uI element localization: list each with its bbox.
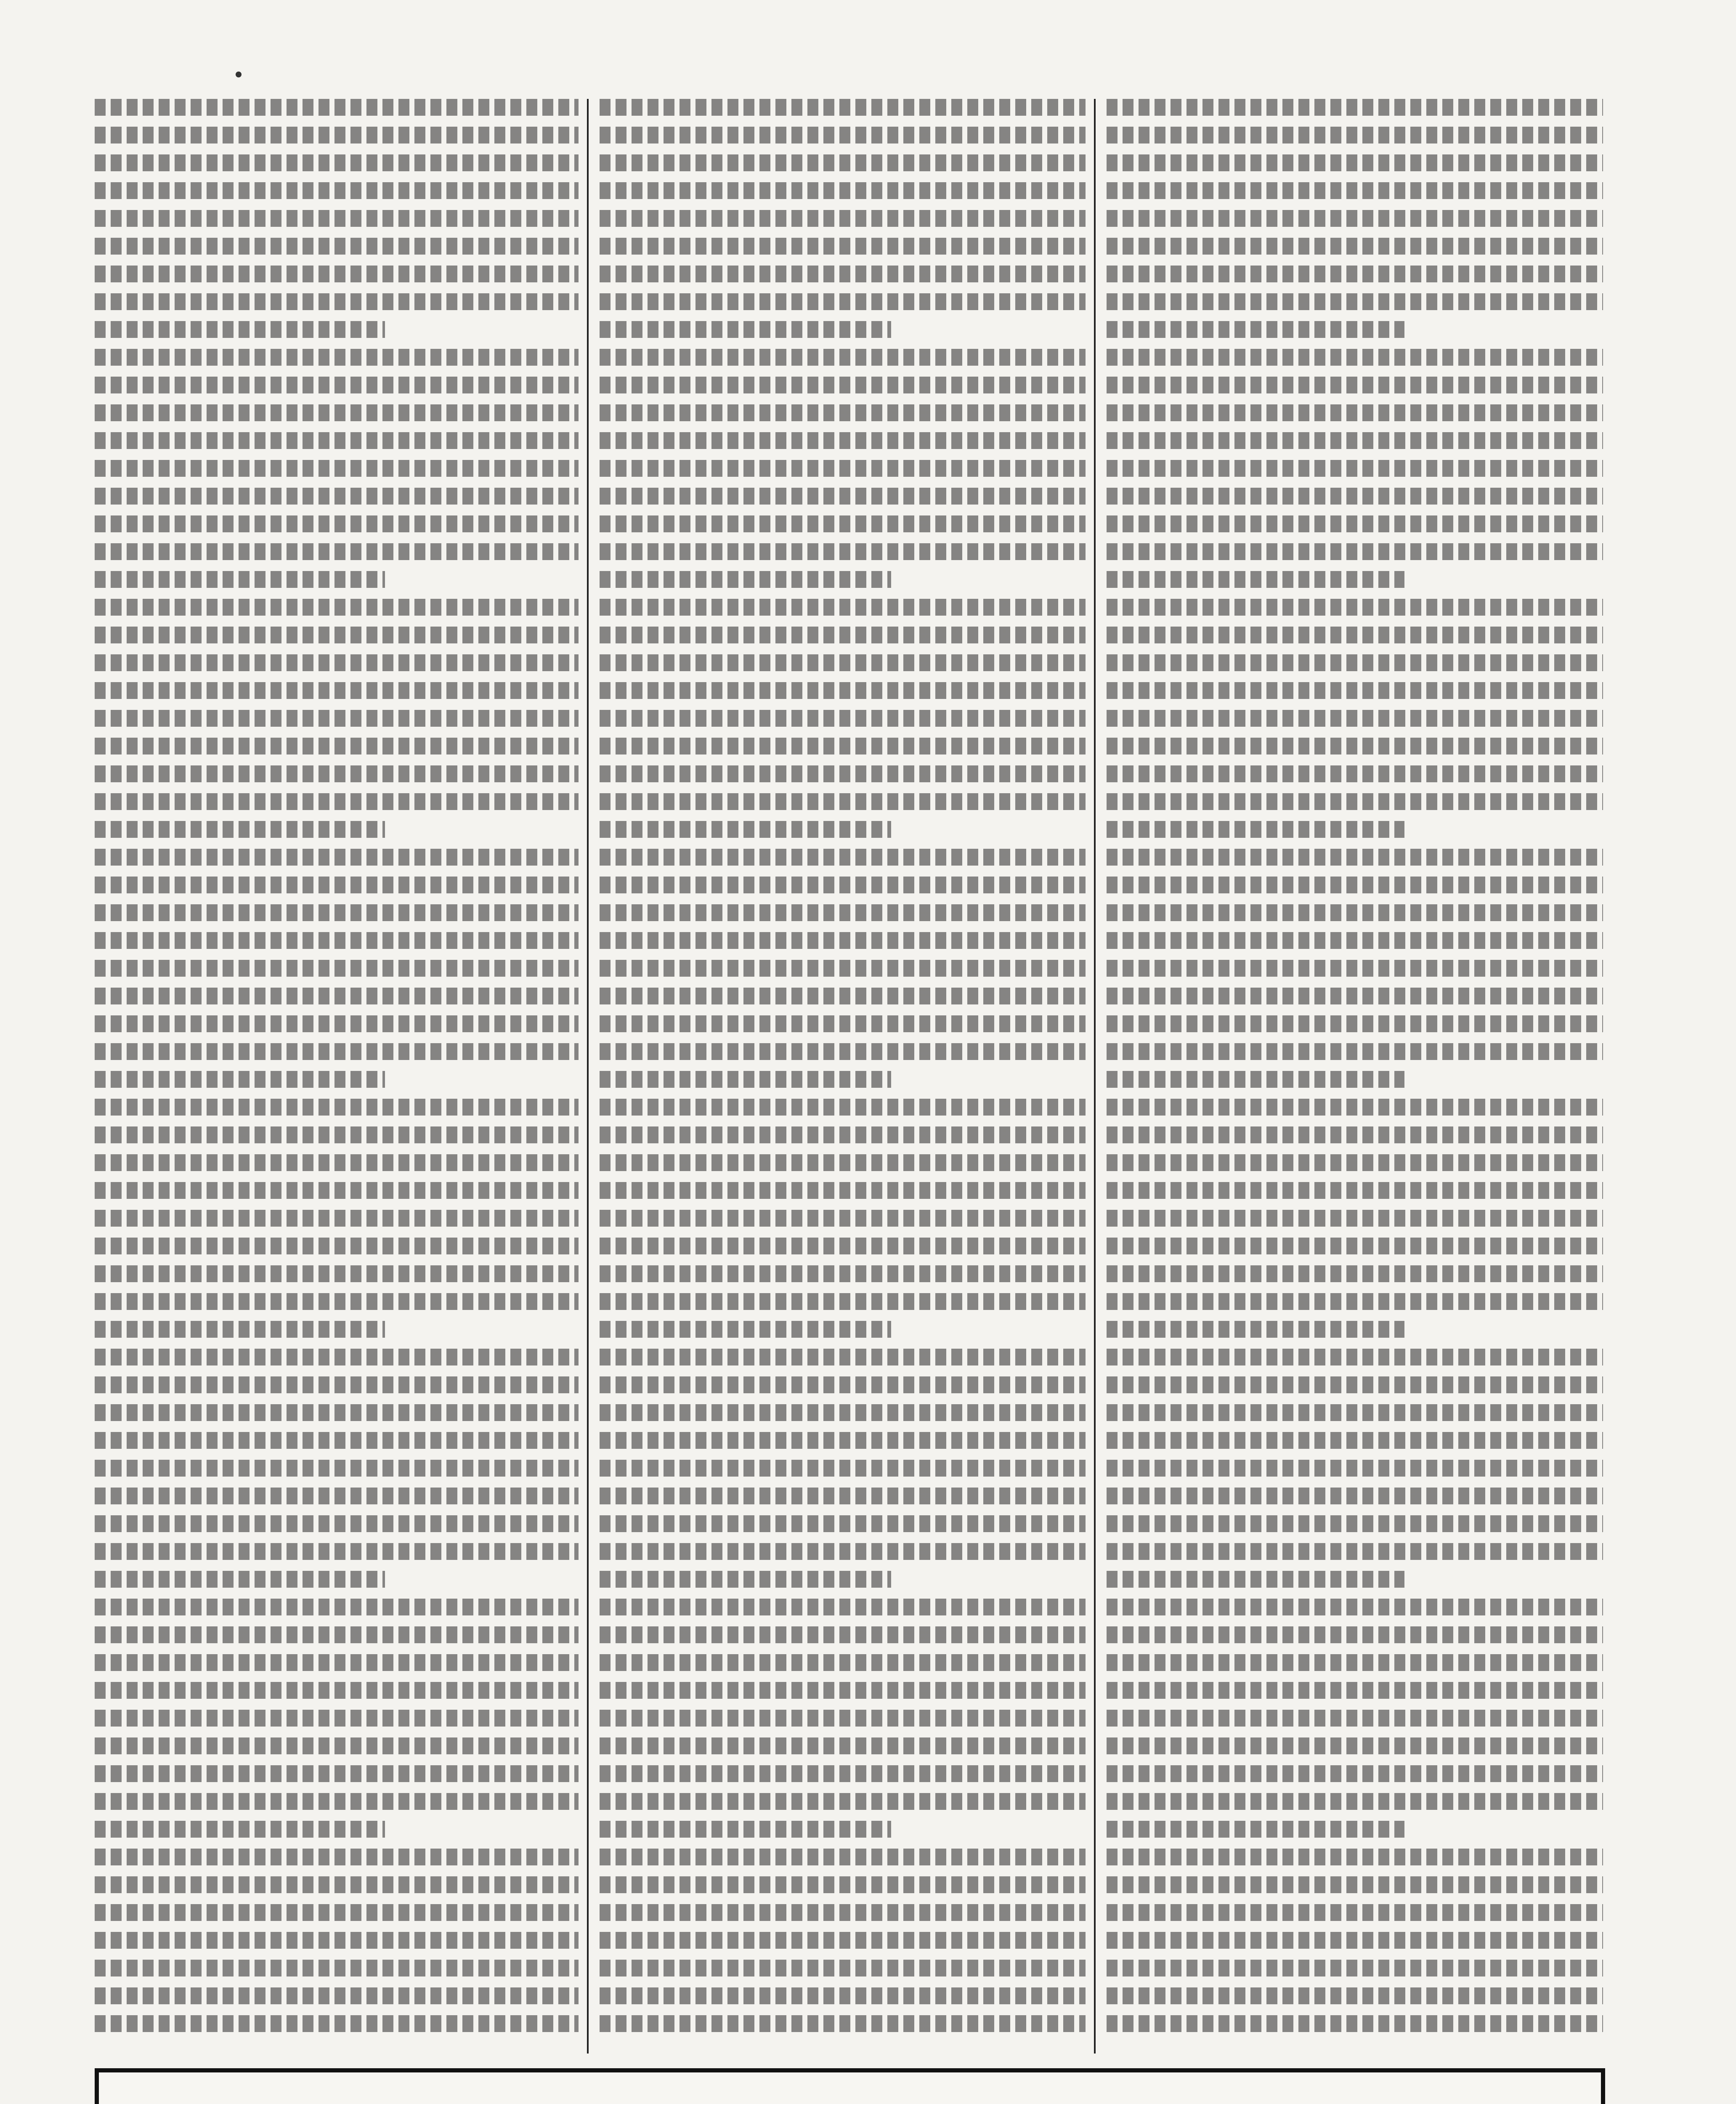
text-line-placeholder [1107,710,1603,727]
text-line-placeholder [95,266,579,282]
text-line-placeholder [95,1488,579,1504]
text-line-placeholder [1107,293,1603,310]
text-line-placeholder [95,1376,579,1393]
text-line-placeholder [95,182,579,199]
text-line-placeholder [1107,1238,1603,1254]
text-line-placeholder [95,877,579,893]
text-line-placeholder [1107,1960,1603,1976]
text-line-placeholder [600,293,1086,310]
text-line-placeholder [95,1932,579,1949]
text-line-placeholder [95,765,579,782]
text-line-placeholder [95,349,579,366]
text-line-placeholder [1107,154,1603,171]
text-line-placeholder [1107,1182,1603,1199]
text-line-placeholder [1107,765,1603,782]
text-line-placeholder [95,1238,579,1254]
text-line-placeholder [1107,988,1603,1004]
text-line-placeholder [1107,1849,1603,1865]
text-line-placeholder [95,543,579,560]
text-line-placeholder [1107,210,1603,227]
text-line-placeholder [600,238,1086,255]
text-line-placeholder [95,1849,579,1865]
text-line-placeholder [95,1099,579,1116]
text-line-placeholder [1107,515,1603,532]
text-line-placeholder [600,1821,891,1838]
text-line-placeholder [1107,1126,1603,1143]
text-line-placeholder [600,2015,1086,2032]
text-line-placeholder [600,460,1086,477]
text-line-placeholder [95,1404,579,1421]
text-line-placeholder [95,1710,579,1727]
text-line-placeholder [1107,1737,1603,1754]
text-line-placeholder [1107,682,1603,699]
text-line-placeholder [1107,793,1603,810]
text-line-placeholder [95,682,579,699]
text-line-placeholder [1107,738,1603,754]
text-line-placeholder [600,932,1086,949]
text-line-placeholder [1107,1626,1603,1643]
text-line-placeholder [600,1793,1086,1810]
text-line-placeholder [600,654,1086,671]
text-line-placeholder [95,1626,579,1643]
text-line-placeholder [95,1987,579,2004]
text-line-placeholder [600,710,1086,727]
text-line-placeholder [95,1904,579,1921]
text-line-placeholder [95,738,579,754]
text-line-placeholder [600,1182,1086,1199]
dresser-illustration [116,2102,292,2104]
text-line-placeholder [1107,1293,1603,1310]
text-line-placeholder [600,1626,1086,1643]
text-line-placeholder [600,99,1086,116]
text-line-placeholder [1107,1432,1603,1449]
text-line-placeholder [1107,960,1603,977]
text-line-placeholder [1107,904,1603,921]
text-line-placeholder [95,1793,579,1810]
text-line-placeholder [600,543,1086,560]
text-line-placeholder [95,793,579,810]
text-line-placeholder [95,488,579,505]
text-line-placeholder [600,960,1086,977]
text-line-placeholder [600,1849,1086,1865]
text-line-placeholder [95,1821,385,1838]
text-line-placeholder [600,821,891,838]
text-line-placeholder [95,321,385,338]
text-line-placeholder [600,266,1086,282]
text-line-placeholder [95,710,579,727]
text-line-placeholder [1107,488,1603,505]
text-line-placeholder [600,1126,1086,1143]
text-line-placeholder [600,1654,1086,1671]
text-line-placeholder [600,515,1086,532]
text-line-placeholder [600,1765,1086,1782]
text-line-placeholder [95,1015,579,1032]
text-line-placeholder [1107,821,1404,838]
text-line-placeholder [1107,1015,1603,1032]
text-line-placeholder [95,293,579,310]
text-line-placeholder [1107,599,1603,616]
text-line-placeholder [1107,99,1603,116]
text-line-placeholder [95,988,579,1004]
article-column-2 [600,99,1086,2054]
text-line-placeholder [600,1543,1086,1560]
text-line-placeholder [600,1071,891,1088]
text-line-placeholder [95,1960,579,1976]
text-line-placeholder [1107,1987,1603,2004]
text-line-placeholder [600,1404,1086,1421]
article-column-3 [1107,99,1603,2054]
text-line-placeholder [95,1737,579,1754]
text-line-placeholder [95,1654,579,1671]
text-line-placeholder [600,1515,1086,1532]
text-line-placeholder [95,1571,385,1588]
column-divider [587,99,589,2054]
text-line-placeholder [1107,1904,1603,1921]
text-line-placeholder [600,1460,1086,1477]
text-line-placeholder [600,1376,1086,1393]
text-line-placeholder [95,99,579,116]
kitchen-furniture-advertisement [95,2068,1605,2104]
text-line-placeholder [600,1015,1086,1032]
text-line-placeholder [1107,404,1603,421]
text-line-placeholder [600,1571,891,1588]
text-line-placeholder [95,238,579,255]
text-line-placeholder [95,1126,579,1143]
text-line-placeholder [95,1349,579,1365]
text-line-placeholder [1107,1682,1603,1699]
text-line-placeholder [1107,1765,1603,1782]
text-line-placeholder [95,515,579,532]
text-line-placeholder [1107,1349,1603,1365]
text-line-placeholder [1107,1821,1404,1838]
text-line-placeholder [95,404,579,421]
text-line-placeholder [600,1960,1086,1976]
text-line-placeholder [95,1154,579,1171]
text-line-placeholder [1107,1210,1603,1227]
text-line-placeholder [600,377,1086,393]
text-line-placeholder [1107,1932,1603,1949]
text-line-placeholder [1107,932,1603,949]
text-line-placeholder [1107,627,1603,643]
text-line-placeholder [600,571,891,588]
column-divider [1094,99,1096,2054]
text-line-placeholder [95,210,579,227]
text-line-placeholder [95,960,579,977]
text-line-placeholder [600,1876,1086,1893]
text-line-placeholder [600,210,1086,227]
text-line-placeholder [1107,571,1404,588]
text-line-placeholder [95,154,579,171]
text-line-placeholder [95,1876,579,1893]
text-line-placeholder [600,1043,1086,1060]
text-line-placeholder [95,1599,579,1615]
text-line-placeholder [95,1765,579,1782]
text-line-placeholder [600,1737,1086,1754]
text-line-placeholder [1107,654,1603,671]
text-line-placeholder [600,1432,1086,1449]
text-line-placeholder [1107,266,1603,282]
text-line-placeholder [1107,1599,1603,1615]
text-line-placeholder [1107,127,1603,143]
text-line-placeholder [600,182,1086,199]
text-line-placeholder [95,627,579,643]
text-line-placeholder [95,1182,579,1199]
text-line-placeholder [600,599,1086,616]
text-line-placeholder [1107,2015,1603,2032]
text-line-placeholder [95,1515,579,1532]
text-line-placeholder [600,1265,1086,1282]
text-line-placeholder [600,738,1086,754]
text-line-placeholder [600,1710,1086,1727]
text-line-placeholder [600,1349,1086,1365]
text-line-placeholder [1107,1488,1603,1504]
text-line-placeholder [600,404,1086,421]
text-line-placeholder [95,904,579,921]
text-line-placeholder [95,1460,579,1477]
text-line-placeholder [95,1682,579,1699]
text-line-placeholder [95,1265,579,1282]
text-line-placeholder [1107,1793,1603,1810]
text-line-placeholder [1107,460,1603,477]
text-line-placeholder [95,1432,579,1449]
text-line-placeholder [1107,432,1603,449]
text-line-placeholder [600,321,891,338]
text-line-placeholder [1107,543,1603,560]
text-line-placeholder [95,127,579,143]
text-line-placeholder [600,154,1086,171]
text-line-placeholder [600,988,1086,1004]
text-line-placeholder [600,349,1086,366]
text-line-placeholder [1107,877,1603,893]
text-line-placeholder [1107,1099,1603,1116]
text-line-placeholder [600,682,1086,699]
text-line-placeholder [600,1987,1086,2004]
text-line-placeholder [600,1238,1086,1254]
text-line-placeholder [1107,1515,1603,1532]
text-line-placeholder [95,1293,579,1310]
text-line-placeholder [600,488,1086,505]
text-line-placeholder [95,1071,385,1088]
text-line-placeholder [95,460,579,477]
text-line-placeholder [600,432,1086,449]
text-line-placeholder [600,627,1086,643]
text-line-placeholder [600,877,1086,893]
text-line-placeholder [600,1293,1086,1310]
text-line-placeholder [95,932,579,949]
text-line-placeholder [1107,849,1603,866]
text-line-placeholder [95,849,579,866]
text-line-placeholder [600,1932,1086,1949]
text-line-placeholder [1107,1571,1404,1588]
text-line-placeholder [1107,1043,1603,1060]
text-line-placeholder [95,1321,385,1338]
text-line-placeholder [1107,1543,1603,1560]
text-line-placeholder [95,821,385,838]
text-line-placeholder [95,1043,579,1060]
text-line-placeholder [600,1904,1086,1921]
text-line-placeholder [95,571,385,588]
text-line-placeholder [1107,377,1603,393]
text-line-placeholder [600,1321,891,1338]
text-line-placeholder [600,1488,1086,1504]
text-line-placeholder [1107,1876,1603,1893]
text-line-placeholder [1107,1654,1603,1671]
text-line-placeholder [1107,1710,1603,1727]
text-line-placeholder [95,1210,579,1227]
text-line-placeholder [600,793,1086,810]
text-line-placeholder [600,1099,1086,1116]
text-line-placeholder [95,2015,579,2032]
text-line-placeholder [95,432,579,449]
text-line-placeholder [1107,349,1603,366]
text-line-placeholder [600,1599,1086,1615]
text-line-placeholder [600,849,1086,866]
text-line-placeholder [600,765,1086,782]
text-line-placeholder [1107,182,1603,199]
text-line-placeholder [1107,238,1603,255]
text-line-placeholder [95,1543,579,1560]
text-line-placeholder [600,127,1086,143]
text-line-placeholder [95,599,579,616]
text-line-placeholder [1107,1404,1603,1421]
text-line-placeholder [1107,1154,1603,1171]
text-line-placeholder [600,1682,1086,1699]
text-line-placeholder [600,904,1086,921]
text-line-placeholder [1107,1460,1603,1477]
text-line-placeholder [95,377,579,393]
text-line-placeholder [1107,1265,1603,1282]
text-line-placeholder [600,1210,1086,1227]
text-line-placeholder [95,654,579,671]
text-line-placeholder [1107,321,1404,338]
text-line-placeholder [1107,1071,1404,1088]
text-line-placeholder [1107,1321,1404,1338]
page-mark [236,72,242,77]
text-line-placeholder [1107,1376,1603,1393]
text-line-placeholder [600,1154,1086,1171]
article-column-1 [95,99,579,2054]
